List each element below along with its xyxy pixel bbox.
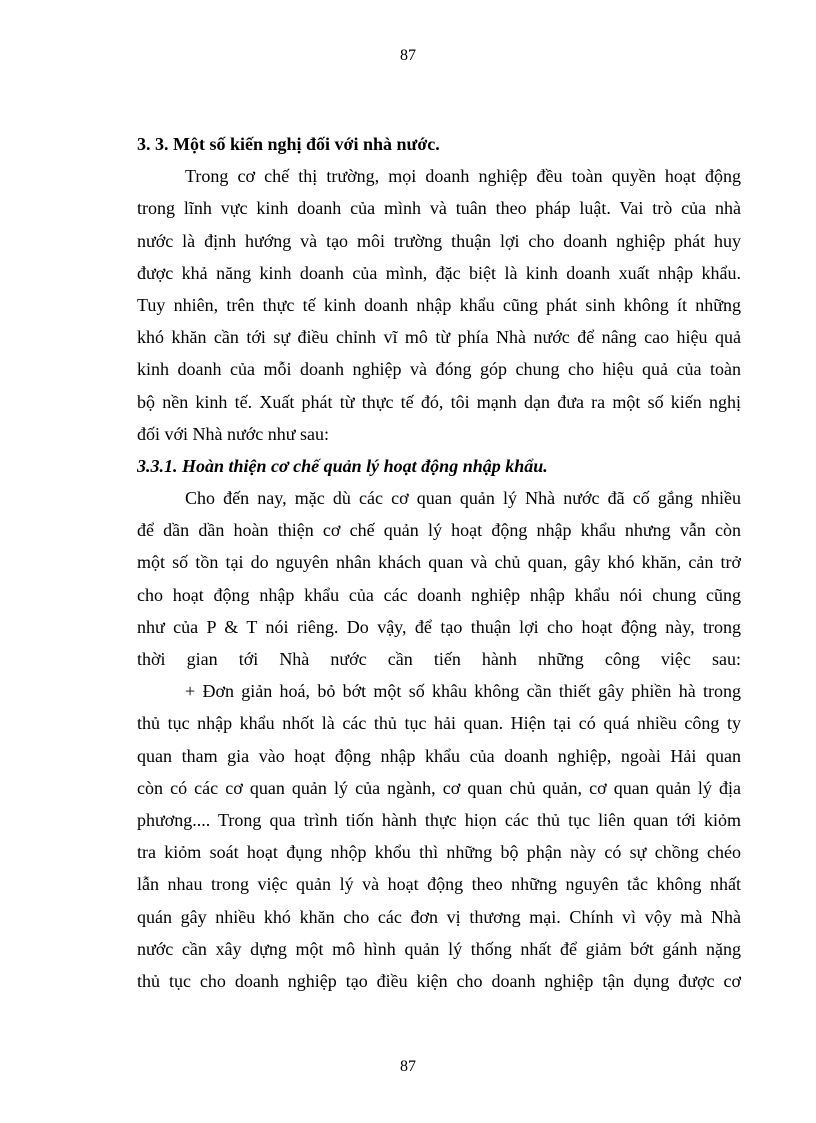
text-line: Cho đến nay, mặc dù các cơ quan quản lý Nhà nước đã cố gắng nhiều [185, 488, 741, 509]
text-line: khó khăn cần tới sự điều chỉnh vĩ mô từ phía Nhà nước để nâng cao hiệu quả [137, 327, 741, 348]
document-body [137, 128, 741, 997]
text-line: quan tham gia vào hoạt động nhập khẩu của doanh nghiệp, ngoài Hải quan [137, 745, 741, 766]
text-line: thời gian tới Nhà nước cần tiến hành những công việc sau: [137, 649, 741, 669]
paragraph-1 [137, 160, 741, 450]
text-line: cho hoạt động nhập khẩu của các doanh nghiệp nhập khẩu nói chung cũng [137, 584, 741, 605]
paragraph-2 [137, 482, 741, 675]
text-line: nước cần xây dựng một mô hình quản lý thống nhất để giảm bớt gánh nặng [137, 938, 741, 959]
text-line: phương.... Trong qua trình tiốn hành thực hiọn các thủ tục liên quan tới kiỏm [137, 809, 741, 830]
paragraph-3 [137, 675, 741, 997]
text-line: một số tồn tại do nguyên nhân khách quan và chủ quan, gây khó khăn, cản trở [137, 552, 741, 573]
text-line: còn có các cơ quan quản lý của ngành, cơ quan chủ quản, cơ quan quản lý địa [137, 777, 741, 798]
text-line: quán gây nhiều khó khăn cho các đơn vị thương mại. Chính vì vộy mà Nhà [137, 906, 741, 927]
text-line: như của P & T nói riêng. Do vậy, để tạo thuận lợi cho hoạt động này, trong [137, 616, 741, 637]
page-number-bottom: 87 [400, 1058, 416, 1075]
text-line: kinh doanh của mỗi doanh nghiệp và đóng góp chung cho hiệu quả của toàn [137, 359, 741, 380]
text-line: tra kiỏm soát hoạt đụng nhộp khổu thì những bộ phận này có sự chồng chéo [137, 842, 741, 863]
text-line: được khả năng kinh doanh của mình, đặc biệt là kinh doanh xuất nhập khẩu. [137, 262, 741, 283]
text-line: thủ tục nhập khẩu nhốt là các thủ tục hải quan. Hiện tại có quá nhiều công ty [137, 713, 741, 734]
text-line: Trong cơ chế thị trường, mọi doanh nghiệp đều toàn quyền hoạt động [185, 166, 741, 187]
text-line: thủ tục cho doanh nghiệp tạo điều kiện cho doanh nghiệp tận dụng được cơ [137, 970, 741, 991]
section-heading: 3. 3. Một số kiến nghị đối với nhà nước. [137, 134, 440, 154]
text-line: + Đơn giản hoá, bỏ bớt một số khâu không cần thiết gây phiền hà trong [185, 681, 741, 702]
text-line: trong lĩnh vực kinh doanh của mình và tuân theo pháp luật. Vai trò của nhà [137, 198, 741, 219]
text-line: bộ nền kinh tế. Xuất phát từ thực tế đó, tôi mạnh dạn đưa ra một số kiến nghị [137, 391, 741, 412]
subsection-heading: 3.3.1. Hoàn thiện cơ chế quản lý hoạt động nhập khẩu. [137, 455, 548, 476]
text-line: Tuy nhiên, trên thực tế kinh doanh nhập khẩu cũng phát sinh không ít những [137, 294, 741, 315]
text-line: nước là định hướng và tạo môi trường thuận lợi cho doanh nghiệp phát huy [137, 230, 741, 251]
page-number-top: 87 [400, 47, 416, 64]
text-line: lẫn nhau trong việc quản lý và hoạt động theo những nguyên tắc không nhất [137, 874, 741, 895]
text-line: để dần dần hoàn thiện cơ chế quản lý hoạt động nhập khẩu nhưng vẫn còn [137, 520, 741, 541]
text-line: đối với Nhà nước như sau: [137, 423, 330, 444]
